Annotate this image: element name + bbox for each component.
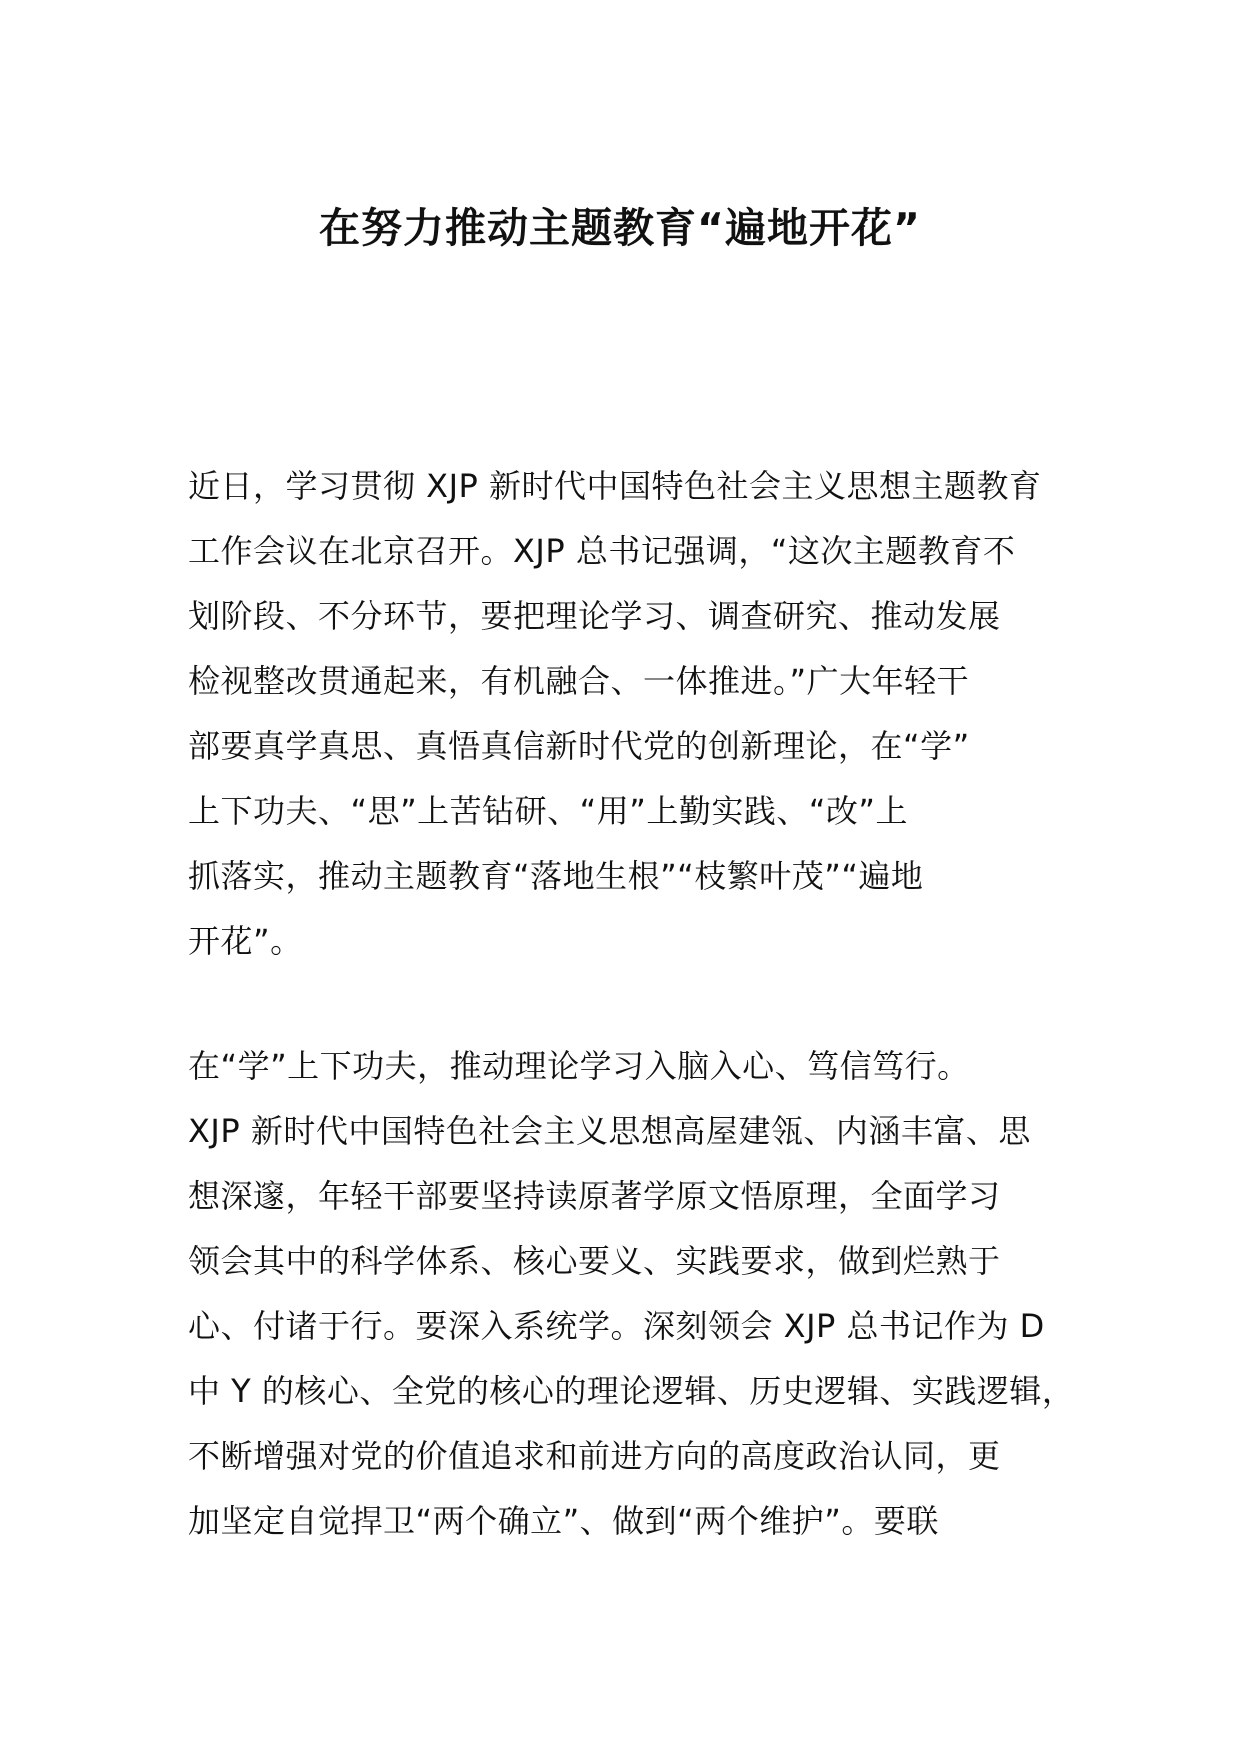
paragraph-2 xyxy=(188,1034,1075,1554)
paragraph-line: 部要真学真思、真悟真信新时代党的创新理论，在“学” xyxy=(188,727,970,765)
paragraph-line: 近日，学习贯彻 XJP 新时代中国特色社会主义思想主题教育 xyxy=(188,467,1042,505)
paragraph-line: 划阶段、不分环节，要把理论学习、调查研究、推动发展 xyxy=(188,597,1001,635)
paragraph-line: XJP 新时代中国特色社会主义思想高屋建瓴、内涵丰富、思 xyxy=(188,1112,1031,1150)
paragraph-line: 不断增强对党的价值追求和前进方向的高度政治认同，更 xyxy=(188,1437,1001,1475)
paragraph-line: 中 Y 的核心、全党的核心的理论逻辑、历史逻辑、实践逻辑， xyxy=(188,1372,1075,1410)
paragraph-line: 开花”。 xyxy=(188,922,303,960)
paragraph-line: 心、付诸于行。要深入系统学。深刻领会 XJP 总书记作为 D xyxy=(188,1307,1045,1345)
document-title: 在努力推动主题教育“遍地开花” xyxy=(319,204,921,252)
paragraph-line: 想深邃，年轻干部要坚持读原著学原文悟原理，全面学习 xyxy=(188,1177,1001,1215)
paragraph-line: 检视整改贯通起来，有机融合、一体推进。”广大年轻干 xyxy=(188,662,970,700)
paragraph-line: 抓落实，推动主题教育“落地生根”“枝繁叶茂”“遍地 xyxy=(188,857,924,895)
paragraph-line: 上下功夫、“思”上苦钻研、“用”上勤实践、“改”上 xyxy=(188,792,908,830)
paragraph-line: 在“学”上下功夫，推动理论学习入脑入心、笃信笃行。 xyxy=(188,1047,970,1085)
paragraph-line: 工作会议在北京召开。XJP 总书记强调，“这次主题教育不 xyxy=(188,532,1016,570)
paragraph-1 xyxy=(188,454,1054,974)
paragraph-line: 领会其中的科学体系、核心要义、实践要求，做到烂熟于 xyxy=(188,1242,1001,1280)
paragraph-line: 加坚定自觉捍卫“两个确立”、做到“两个维护”。要联 xyxy=(188,1502,939,1540)
